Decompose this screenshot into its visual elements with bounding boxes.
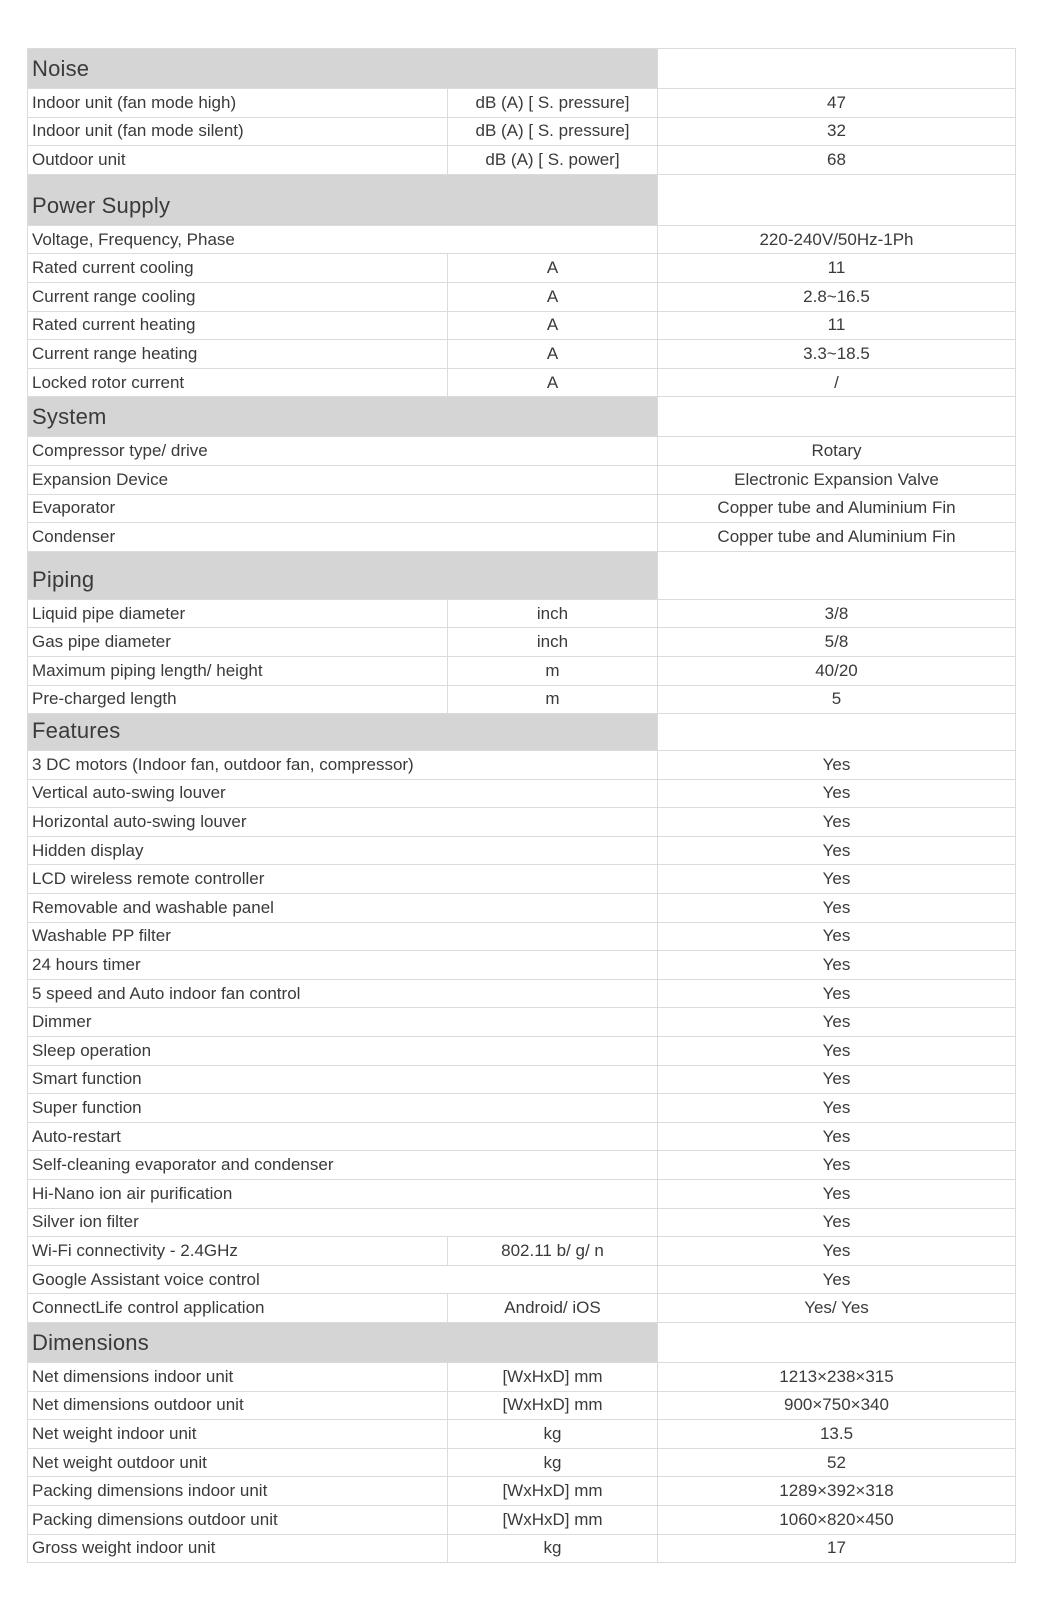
spec-value: Copper tube and Aluminium Fin <box>658 494 1016 523</box>
spec-row <box>28 1265 1016 1294</box>
section-header-row <box>28 174 1016 225</box>
spec-unit: [WxHxD] mm <box>448 1505 658 1534</box>
spec-label: Liquid pipe diameter <box>28 599 448 628</box>
spec-value: Yes <box>658 1065 1016 1094</box>
spec-row <box>28 494 1016 523</box>
spec-label: Expansion Device <box>28 465 658 494</box>
spec-label: 3 DC motors (Indoor fan, outdoor fan, compressor) <box>28 751 658 780</box>
spec-value: 11 <box>658 311 1016 340</box>
section-header-value-spacer <box>658 174 1016 225</box>
spec-row <box>28 465 1016 494</box>
spec-row <box>28 523 1016 552</box>
spec-row <box>28 628 1016 657</box>
section-title: System <box>28 397 658 437</box>
spec-value: Yes <box>658 894 1016 923</box>
spec-row <box>28 865 1016 894</box>
spec-label: Current range heating <box>28 340 448 369</box>
spec-value: 32 <box>658 117 1016 146</box>
spec-row <box>28 89 1016 118</box>
spec-label: Current range cooling <box>28 282 448 311</box>
spec-value: 1213×238×315 <box>658 1362 1016 1391</box>
spec-value: Yes <box>658 922 1016 951</box>
section-header-value-spacer <box>658 551 1016 599</box>
spec-value: 52 <box>658 1448 1016 1477</box>
spec-table <box>27 48 1016 1563</box>
spec-row <box>28 1477 1016 1506</box>
spec-unit: kg <box>448 1420 658 1449</box>
spec-label: Evaporator <box>28 494 658 523</box>
spec-label: Pre-charged length <box>28 685 448 714</box>
spec-unit: [WxHxD] mm <box>448 1391 658 1420</box>
spec-label: Hidden display <box>28 836 658 865</box>
spec-label: Vertical auto-swing louver <box>28 779 658 808</box>
spec-label: Net weight indoor unit <box>28 1420 448 1449</box>
section-header-value-spacer <box>658 1322 1016 1362</box>
spec-row <box>28 808 1016 837</box>
spec-unit: inch <box>448 599 658 628</box>
spec-value: Yes <box>658 865 1016 894</box>
spec-value: 2.8~16.5 <box>658 282 1016 311</box>
spec-row <box>28 1208 1016 1237</box>
spec-value: 47 <box>658 89 1016 118</box>
spec-value: / <box>658 368 1016 397</box>
spec-value: Yes <box>658 1037 1016 1066</box>
spec-row <box>28 1094 1016 1123</box>
spec-value: Yes/ Yes <box>658 1294 1016 1323</box>
spec-row <box>28 1065 1016 1094</box>
spec-row <box>28 225 1016 254</box>
spec-label: 5 speed and Auto indoor fan control <box>28 979 658 1008</box>
spec-row <box>28 1037 1016 1066</box>
spec-unit: A <box>448 340 658 369</box>
spec-label: LCD wireless remote controller <box>28 865 658 894</box>
spec-value: 1289×392×318 <box>658 1477 1016 1506</box>
spec-label: Indoor unit (fan mode high) <box>28 89 448 118</box>
spec-label: Horizontal auto-swing louver <box>28 808 658 837</box>
section-header-row <box>28 714 1016 751</box>
spec-row <box>28 1505 1016 1534</box>
spec-label: Google Assistant voice control <box>28 1265 658 1294</box>
spec-label: Super function <box>28 1094 658 1123</box>
spec-value: 17 <box>658 1534 1016 1563</box>
spec-row <box>28 1362 1016 1391</box>
section-header-row <box>28 397 1016 437</box>
section-header-row <box>28 551 1016 599</box>
spec-label: Gross weight indoor unit <box>28 1534 448 1563</box>
spec-value: Yes <box>658 1122 1016 1151</box>
spec-value: Yes <box>658 836 1016 865</box>
spec-value: Yes <box>658 1094 1016 1123</box>
section-header-value-spacer <box>658 397 1016 437</box>
spec-row <box>28 1151 1016 1180</box>
section-header-row <box>28 1322 1016 1362</box>
spec-value: Yes <box>658 979 1016 1008</box>
section-title: Noise <box>28 49 658 89</box>
spec-row <box>28 437 1016 466</box>
section-title: Features <box>28 714 658 751</box>
spec-label: Rated current cooling <box>28 254 448 283</box>
spec-unit: m <box>448 656 658 685</box>
spec-value: 3.3~18.5 <box>658 340 1016 369</box>
spec-label: Indoor unit (fan mode silent) <box>28 117 448 146</box>
section-header-value-spacer <box>658 49 1016 89</box>
spec-row <box>28 282 1016 311</box>
spec-unit: A <box>448 311 658 340</box>
spec-unit: inch <box>448 628 658 657</box>
spec-value: 5/8 <box>658 628 1016 657</box>
spec-unit: dB (A) [ S. power] <box>448 146 658 175</box>
spec-label: Compressor type/ drive <box>28 437 658 466</box>
spec-unit: A <box>448 254 658 283</box>
spec-unit: kg <box>448 1448 658 1477</box>
spec-row <box>28 979 1016 1008</box>
spec-row <box>28 656 1016 685</box>
spec-value: 3/8 <box>658 599 1016 628</box>
spec-value: Electronic Expansion Valve <box>658 465 1016 494</box>
spec-row <box>28 1237 1016 1266</box>
spec-row <box>28 1294 1016 1323</box>
spec-unit: m <box>448 685 658 714</box>
spec-label: Rated current heating <box>28 311 448 340</box>
spec-label: Dimmer <box>28 1008 658 1037</box>
spec-unit: A <box>448 282 658 311</box>
spec-label: Removable and washable panel <box>28 894 658 923</box>
spec-row <box>28 685 1016 714</box>
spec-row <box>28 1122 1016 1151</box>
spec-unit: Android/ iOS <box>448 1294 658 1323</box>
spec-row <box>28 311 1016 340</box>
section-header-row <box>28 49 1016 89</box>
spec-row <box>28 117 1016 146</box>
spec-value: Rotary <box>658 437 1016 466</box>
spec-row <box>28 1448 1016 1477</box>
spec-value: 220-240V/50Hz-1Ph <box>658 225 1016 254</box>
spec-label: Net dimensions outdoor unit <box>28 1391 448 1420</box>
spec-unit: [WxHxD] mm <box>448 1362 658 1391</box>
spec-value: 11 <box>658 254 1016 283</box>
spec-row <box>28 1008 1016 1037</box>
spec-label: Auto-restart <box>28 1122 658 1151</box>
spec-row <box>28 599 1016 628</box>
spec-label: Condenser <box>28 523 658 552</box>
spec-row <box>28 146 1016 175</box>
spec-value: Yes <box>658 1151 1016 1180</box>
spec-label: Wi-Fi connectivity - 2.4GHz <box>28 1237 448 1266</box>
spec-row <box>28 751 1016 780</box>
spec-label: Self-cleaning evaporator and condenser <box>28 1151 658 1180</box>
spec-label: Smart function <box>28 1065 658 1094</box>
spec-unit: A <box>448 368 658 397</box>
spec-label: Washable PP filter <box>28 922 658 951</box>
spec-label: Voltage, Frequency, Phase <box>28 225 658 254</box>
spec-label: Locked rotor current <box>28 368 448 397</box>
spec-unit: [WxHxD] mm <box>448 1477 658 1506</box>
spec-value: 40/20 <box>658 656 1016 685</box>
spec-table-body <box>28 49 1016 1563</box>
spec-label: Packing dimensions outdoor unit <box>28 1505 448 1534</box>
spec-row <box>28 340 1016 369</box>
spec-row <box>28 368 1016 397</box>
spec-unit: 802.11 b/ g/ n <box>448 1237 658 1266</box>
section-title: Piping <box>28 551 658 599</box>
spec-label: 24 hours timer <box>28 951 658 980</box>
spec-value: Yes <box>658 1237 1016 1266</box>
spec-label: Gas pipe diameter <box>28 628 448 657</box>
spec-label: Outdoor unit <box>28 146 448 175</box>
spec-value: Yes <box>658 1180 1016 1209</box>
spec-value: 13.5 <box>658 1420 1016 1449</box>
spec-value: Yes <box>658 1208 1016 1237</box>
spec-value: 900×750×340 <box>658 1391 1016 1420</box>
spec-row <box>28 1391 1016 1420</box>
spec-value: 1060×820×450 <box>658 1505 1016 1534</box>
spec-unit: dB (A) [ S. pressure] <box>448 89 658 118</box>
section-header-value-spacer <box>658 714 1016 751</box>
spec-value: Yes <box>658 1265 1016 1294</box>
spec-row <box>28 254 1016 283</box>
spec-label: Sleep operation <box>28 1037 658 1066</box>
spec-value: Yes <box>658 1008 1016 1037</box>
spec-value: 5 <box>658 685 1016 714</box>
spec-row <box>28 1180 1016 1209</box>
spec-value: Yes <box>658 808 1016 837</box>
spec-value: Yes <box>658 779 1016 808</box>
spec-label: Maximum piping length/ height <box>28 656 448 685</box>
spec-row <box>28 1534 1016 1563</box>
spec-row <box>28 779 1016 808</box>
spec-row <box>28 922 1016 951</box>
spec-label: Hi-Nano ion air purification <box>28 1180 658 1209</box>
spec-row <box>28 894 1016 923</box>
spec-row <box>28 951 1016 980</box>
spec-row <box>28 1420 1016 1449</box>
spec-value: 68 <box>658 146 1016 175</box>
spec-label: Net weight outdoor unit <box>28 1448 448 1477</box>
spec-label: Silver ion filter <box>28 1208 658 1237</box>
section-title: Power Supply <box>28 174 658 225</box>
spec-value: Yes <box>658 951 1016 980</box>
spec-unit: dB (A) [ S. pressure] <box>448 117 658 146</box>
section-title: Dimensions <box>28 1322 658 1362</box>
spec-value: Copper tube and Aluminium Fin <box>658 523 1016 552</box>
spec-row <box>28 836 1016 865</box>
spec-label: ConnectLife control application <box>28 1294 448 1323</box>
spec-label: Net dimensions indoor unit <box>28 1362 448 1391</box>
spec-unit: kg <box>448 1534 658 1563</box>
spec-label: Packing dimensions indoor unit <box>28 1477 448 1506</box>
spec-value: Yes <box>658 751 1016 780</box>
